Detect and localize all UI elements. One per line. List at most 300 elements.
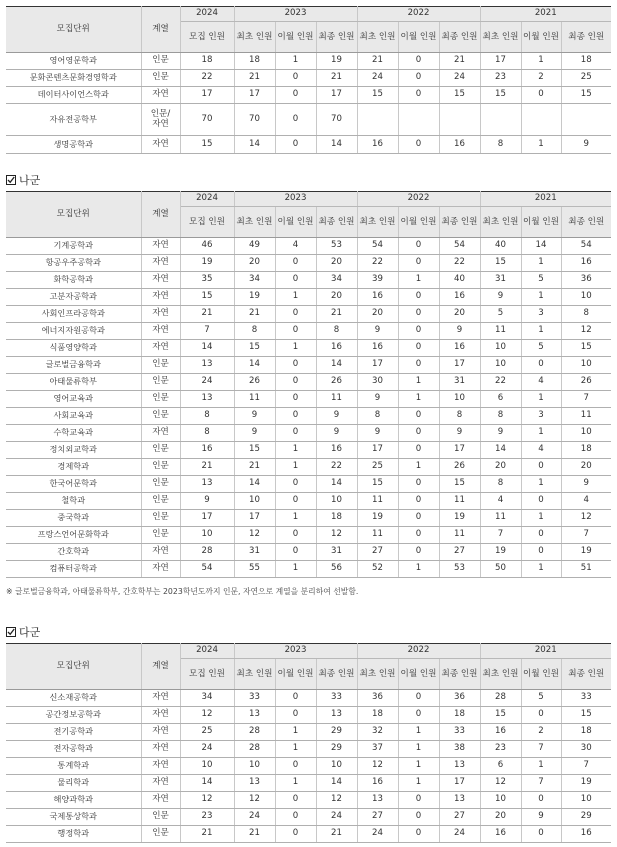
value-cell: 21 — [316, 306, 357, 323]
field-cell: 인문 — [141, 809, 180, 826]
value-cell: 9 — [480, 289, 521, 306]
unit-cell: 국제통상학과 — [6, 809, 141, 826]
value-cell: 23 — [480, 741, 521, 758]
value-cell: 1 — [275, 561, 316, 578]
section-heading-na — [6, 172, 40, 188]
value-cell: 1 — [275, 53, 316, 70]
value-cell: 0 — [521, 826, 561, 843]
table-row — [6, 408, 611, 425]
value-cell: 1 — [521, 476, 561, 493]
value-cell: 22 — [439, 255, 480, 272]
value-cell: 20 — [316, 255, 357, 272]
value-cell: 24 — [357, 826, 398, 843]
value-cell: 7 — [180, 323, 234, 340]
sub-header-initial: 최초 인원 — [357, 22, 398, 53]
value-cell: 21 — [357, 53, 398, 70]
sub-header-recruit: 모집 인원 — [180, 659, 234, 690]
value-cell: 17 — [439, 775, 480, 792]
value-cell: 8 — [180, 425, 234, 442]
value-cell: 15 — [561, 340, 611, 357]
value-cell: 54 — [180, 561, 234, 578]
value-cell: 1 — [275, 442, 316, 459]
value-cell: 27 — [357, 809, 398, 826]
value-cell: 16 — [439, 340, 480, 357]
value-cell: 21 — [234, 306, 275, 323]
value-cell: 1 — [398, 758, 439, 775]
value-cell: 9 — [521, 809, 561, 826]
value-cell: 17 — [439, 442, 480, 459]
value-cell: 16 — [357, 289, 398, 306]
value-cell: 6 — [480, 758, 521, 775]
table-row — [6, 459, 611, 476]
sub-header-final: 최종 인원 — [561, 22, 611, 53]
table-row — [6, 758, 611, 775]
value-cell: 17 — [357, 442, 398, 459]
value-cell: 4 — [561, 493, 611, 510]
field-cell: 자연 — [141, 289, 180, 306]
value-cell: 0 — [275, 408, 316, 425]
value-cell: 54 — [561, 238, 611, 255]
table-row — [6, 809, 611, 826]
value-cell: 1 — [521, 255, 561, 272]
field-cell: 인문 — [141, 510, 180, 527]
year-header: 2023 — [234, 7, 357, 22]
value-cell: 7 — [480, 527, 521, 544]
value-cell: 22 — [180, 70, 234, 87]
year-header: 2021 — [480, 192, 611, 207]
value-cell: 1 — [275, 340, 316, 357]
value-cell: 1 — [521, 561, 561, 578]
sub-header-final: 최종 인원 — [439, 207, 480, 238]
value-cell: 0 — [398, 87, 439, 104]
sub-header-carryover: 이월 인원 — [398, 22, 439, 53]
checkbox-icon — [6, 175, 16, 185]
value-cell: 0 — [398, 826, 439, 843]
value-cell: 34 — [234, 272, 275, 289]
value-cell: 9 — [561, 136, 611, 154]
table-row — [6, 724, 611, 741]
value-cell: 22 — [316, 459, 357, 476]
table-row — [6, 87, 611, 104]
value-cell: 0 — [398, 70, 439, 87]
value-cell: 5 — [521, 272, 561, 289]
value-cell: 19 — [234, 289, 275, 306]
value-cell: 53 — [316, 238, 357, 255]
value-cell: 14 — [180, 340, 234, 357]
unit-cell: 사회교육과 — [6, 408, 141, 425]
value-cell: 0 — [275, 323, 316, 340]
table-row — [6, 792, 611, 809]
value-cell: 8 — [480, 476, 521, 493]
value-cell: 10 — [234, 758, 275, 775]
value-cell: 0 — [521, 544, 561, 561]
value-cell: 39 — [357, 272, 398, 289]
value-cell: 16 — [316, 340, 357, 357]
value-cell: 3 — [521, 408, 561, 425]
unit-cell: 전자공학과 — [6, 741, 141, 758]
value-cell: 19 — [439, 510, 480, 527]
value-cell — [480, 104, 521, 136]
value-cell: 11 — [439, 527, 480, 544]
value-cell: 19 — [316, 53, 357, 70]
admission-table-ga — [6, 6, 611, 154]
value-cell — [561, 104, 611, 136]
value-cell: 14 — [316, 357, 357, 374]
unit-cell: 통계학과 — [6, 758, 141, 775]
col-header-unit: 모집단위 — [6, 192, 141, 238]
field-cell: 인문 — [141, 70, 180, 87]
value-cell: 5 — [521, 340, 561, 357]
value-cell: 9 — [561, 476, 611, 493]
value-cell: 0 — [398, 527, 439, 544]
field-cell: 인문 — [141, 527, 180, 544]
value-cell: 1 — [398, 459, 439, 476]
value-cell: 33 — [234, 690, 275, 707]
value-cell: 0 — [398, 510, 439, 527]
sub-header-final: 최종 인원 — [316, 207, 357, 238]
value-cell: 11 — [480, 323, 521, 340]
unit-cell: 신소재공학과 — [6, 690, 141, 707]
value-cell: 14 — [480, 442, 521, 459]
value-cell: 20 — [439, 306, 480, 323]
value-cell: 0 — [398, 425, 439, 442]
value-cell: 21 — [316, 70, 357, 87]
year-header: 2022 — [357, 644, 480, 659]
value-cell: 10 — [561, 425, 611, 442]
sub-header-carryover: 이월 인원 — [521, 207, 561, 238]
value-cell: 7 — [561, 527, 611, 544]
value-cell: 23 — [480, 70, 521, 87]
field-cell: 자연 — [141, 724, 180, 741]
value-cell: 4 — [521, 374, 561, 391]
value-cell: 0 — [521, 493, 561, 510]
field-cell: 자연 — [141, 707, 180, 724]
value-cell: 28 — [180, 544, 234, 561]
value-cell: 0 — [275, 391, 316, 408]
value-cell: 38 — [439, 741, 480, 758]
table-row — [6, 442, 611, 459]
value-cell: 3 — [521, 306, 561, 323]
value-cell: 26 — [561, 374, 611, 391]
value-cell: 7 — [521, 741, 561, 758]
value-cell: 10 — [480, 340, 521, 357]
value-cell: 0 — [398, 476, 439, 493]
value-cell: 14 — [316, 775, 357, 792]
sub-header-initial: 최초 인원 — [357, 207, 398, 238]
field-cell: 자연 — [141, 775, 180, 792]
unit-cell: 물리학과 — [6, 775, 141, 792]
sub-header-initial: 최초 인원 — [234, 207, 275, 238]
value-cell: 15 — [439, 87, 480, 104]
value-cell: 29 — [316, 741, 357, 758]
table-row — [6, 826, 611, 843]
value-cell: 9 — [357, 425, 398, 442]
value-cell: 13 — [180, 391, 234, 408]
value-cell: 29 — [561, 809, 611, 826]
value-cell: 13 — [439, 758, 480, 775]
unit-cell: 경제학과 — [6, 459, 141, 476]
unit-cell: 화학공학과 — [6, 272, 141, 289]
value-cell: 11 — [439, 493, 480, 510]
unit-cell: 아태물류학부 — [6, 374, 141, 391]
value-cell: 8 — [180, 408, 234, 425]
value-cell: 24 — [316, 809, 357, 826]
value-cell: 13 — [439, 792, 480, 809]
value-cell: 16 — [180, 442, 234, 459]
value-cell: 14 — [234, 476, 275, 493]
value-cell: 10 — [480, 792, 521, 809]
value-cell: 11 — [234, 391, 275, 408]
sub-header-carryover: 이월 인원 — [398, 659, 439, 690]
value-cell: 10 — [180, 527, 234, 544]
field-cell: 자연 — [141, 792, 180, 809]
unit-cell: 식품영양학과 — [6, 340, 141, 357]
value-cell: 0 — [398, 136, 439, 154]
value-cell: 7 — [561, 758, 611, 775]
value-cell: 15 — [561, 87, 611, 104]
sub-header-final: 최종 인원 — [439, 659, 480, 690]
unit-cell: 글로벌금융학과 — [6, 357, 141, 374]
table-row — [6, 306, 611, 323]
value-cell: 16 — [480, 826, 521, 843]
value-cell: 26 — [439, 459, 480, 476]
field-cell: 인문 — [141, 53, 180, 70]
value-cell: 1 — [398, 741, 439, 758]
value-cell: 1 — [398, 724, 439, 741]
value-cell: 12 — [180, 792, 234, 809]
value-cell: 27 — [439, 809, 480, 826]
value-cell: 0 — [275, 809, 316, 826]
unit-cell: 한국어문학과 — [6, 476, 141, 493]
value-cell: 17 — [180, 510, 234, 527]
value-cell: 0 — [275, 493, 316, 510]
value-cell: 13 — [180, 357, 234, 374]
value-cell: 0 — [275, 758, 316, 775]
value-cell: 0 — [398, 289, 439, 306]
value-cell: 8 — [439, 408, 480, 425]
value-cell: 20 — [357, 306, 398, 323]
value-cell: 31 — [234, 544, 275, 561]
value-cell: 21 — [234, 70, 275, 87]
value-cell: 0 — [398, 792, 439, 809]
value-cell: 29 — [316, 724, 357, 741]
unit-cell: 데이터사이언스학과 — [6, 87, 141, 104]
year-header: 2023 — [234, 644, 357, 659]
field-cell: 자연 — [141, 340, 180, 357]
value-cell: 21 — [180, 306, 234, 323]
checkbox-icon — [6, 627, 16, 637]
table-row — [6, 425, 611, 442]
table-row — [6, 391, 611, 408]
value-cell: 14 — [316, 136, 357, 154]
value-cell: 1 — [521, 510, 561, 527]
value-cell: 7 — [561, 391, 611, 408]
value-cell: 1 — [275, 724, 316, 741]
value-cell: 11 — [316, 391, 357, 408]
value-cell: 1 — [275, 775, 316, 792]
table-row — [6, 561, 611, 578]
value-cell: 46 — [180, 238, 234, 255]
value-cell: 9 — [234, 408, 275, 425]
value-cell: 70 — [180, 104, 234, 136]
value-cell: 14 — [316, 476, 357, 493]
value-cell: 11 — [357, 493, 398, 510]
value-cell: 12 — [561, 323, 611, 340]
value-cell: 36 — [561, 272, 611, 289]
value-cell: 9 — [357, 391, 398, 408]
table-row — [6, 707, 611, 724]
value-cell: 1 — [521, 425, 561, 442]
section-title: 나군 — [19, 174, 41, 187]
value-cell: 4 — [521, 442, 561, 459]
value-cell: 9 — [234, 425, 275, 442]
value-cell: 15 — [180, 136, 234, 154]
sub-header-final: 최종 인원 — [316, 22, 357, 53]
value-cell: 24 — [357, 70, 398, 87]
table-row — [6, 70, 611, 87]
value-cell: 53 — [439, 561, 480, 578]
unit-cell: 정치외교학과 — [6, 442, 141, 459]
value-cell: 36 — [357, 690, 398, 707]
field-cell: 자연 — [141, 544, 180, 561]
table-row — [6, 690, 611, 707]
value-cell: 18 — [561, 442, 611, 459]
value-cell: 55 — [234, 561, 275, 578]
value-cell: 24 — [180, 374, 234, 391]
sub-header-initial: 최초 인원 — [480, 207, 521, 238]
value-cell: 13 — [234, 775, 275, 792]
value-cell: 0 — [398, 255, 439, 272]
unit-cell: 공간정보공학과 — [6, 707, 141, 724]
unit-cell: 고분자공학과 — [6, 289, 141, 306]
value-cell: 40 — [439, 272, 480, 289]
value-cell: 0 — [398, 707, 439, 724]
value-cell: 1 — [521, 323, 561, 340]
value-cell: 12 — [480, 775, 521, 792]
value-cell: 4 — [275, 238, 316, 255]
sub-header-initial: 최초 인원 — [480, 659, 521, 690]
sub-header-final: 최종 인원 — [439, 22, 480, 53]
value-cell: 19 — [561, 775, 611, 792]
sub-header-initial: 최초 인원 — [357, 659, 398, 690]
unit-cell: 생명공학과 — [6, 136, 141, 154]
value-cell: 15 — [480, 87, 521, 104]
value-cell: 26 — [316, 374, 357, 391]
value-cell — [521, 104, 561, 136]
value-cell: 21 — [180, 826, 234, 843]
value-cell: 26 — [234, 374, 275, 391]
value-cell: 5 — [480, 306, 521, 323]
value-cell: 20 — [316, 289, 357, 306]
value-cell: 28 — [234, 724, 275, 741]
sub-header-final: 최종 인원 — [561, 659, 611, 690]
value-cell: 16 — [439, 289, 480, 306]
value-cell: 0 — [398, 340, 439, 357]
value-cell: 12 — [561, 510, 611, 527]
value-cell: 24 — [180, 741, 234, 758]
table-row — [6, 289, 611, 306]
value-cell: 0 — [398, 544, 439, 561]
value-cell: 18 — [357, 707, 398, 724]
unit-cell: 항공우주공학과 — [6, 255, 141, 272]
value-cell: 1 — [398, 272, 439, 289]
value-cell: 34 — [180, 690, 234, 707]
footnote: ※ 글로벌금융학과, 아태물류학부, 간호학부는 2023학년도까지 인문, 자연으로 계열을 분리하여 선발함. — [6, 587, 359, 596]
value-cell: 8 — [480, 408, 521, 425]
value-cell: 0 — [521, 707, 561, 724]
value-cell: 50 — [480, 561, 521, 578]
value-cell: 56 — [316, 561, 357, 578]
value-cell: 31 — [316, 544, 357, 561]
value-cell — [439, 104, 480, 136]
value-cell: 19 — [561, 544, 611, 561]
value-cell: 18 — [561, 724, 611, 741]
value-cell: 10 — [561, 289, 611, 306]
unit-cell: 철학과 — [6, 493, 141, 510]
table-row — [6, 323, 611, 340]
value-cell: 17 — [480, 53, 521, 70]
value-cell: 52 — [357, 561, 398, 578]
unit-cell: 컴퓨터공학과 — [6, 561, 141, 578]
value-cell: 0 — [275, 104, 316, 136]
value-cell: 34 — [316, 272, 357, 289]
value-cell: 0 — [521, 87, 561, 104]
value-cell: 15 — [480, 707, 521, 724]
value-cell: 21 — [180, 459, 234, 476]
value-cell: 13 — [316, 707, 357, 724]
sub-header-final: 최종 인원 — [561, 207, 611, 238]
value-cell: 14 — [521, 238, 561, 255]
value-cell: 22 — [357, 255, 398, 272]
year-header: 2023 — [234, 192, 357, 207]
value-cell: 0 — [275, 87, 316, 104]
field-cell: 인문 — [141, 459, 180, 476]
field-cell: 자연 — [141, 323, 180, 340]
unit-cell: 사회인프라공학과 — [6, 306, 141, 323]
value-cell: 1 — [275, 510, 316, 527]
value-cell: 18 — [234, 53, 275, 70]
value-cell: 54 — [439, 238, 480, 255]
table-row — [6, 527, 611, 544]
value-cell: 21 — [234, 826, 275, 843]
value-cell: 0 — [275, 826, 316, 843]
value-cell: 10 — [561, 792, 611, 809]
sub-header-initial: 최초 인원 — [480, 22, 521, 53]
field-cell: 자연 — [141, 758, 180, 775]
table-row — [6, 340, 611, 357]
value-cell: 12 — [316, 527, 357, 544]
value-cell: 49 — [234, 238, 275, 255]
value-cell: 20 — [234, 255, 275, 272]
value-cell: 51 — [561, 561, 611, 578]
year-header: 2021 — [480, 644, 611, 659]
value-cell: 17 — [180, 87, 234, 104]
value-cell: 0 — [275, 374, 316, 391]
year-header: 2024 — [180, 7, 234, 22]
sub-header-recruit: 모집 인원 — [180, 207, 234, 238]
value-cell: 9 — [180, 493, 234, 510]
value-cell: 20 — [561, 459, 611, 476]
value-cell: 17 — [234, 510, 275, 527]
value-cell: 23 — [180, 809, 234, 826]
value-cell: 0 — [398, 690, 439, 707]
field-cell: 자연 — [141, 690, 180, 707]
value-cell: 1 — [398, 374, 439, 391]
value-cell: 9 — [480, 425, 521, 442]
value-cell: 40 — [480, 238, 521, 255]
value-cell: 2 — [521, 724, 561, 741]
value-cell: 0 — [275, 425, 316, 442]
